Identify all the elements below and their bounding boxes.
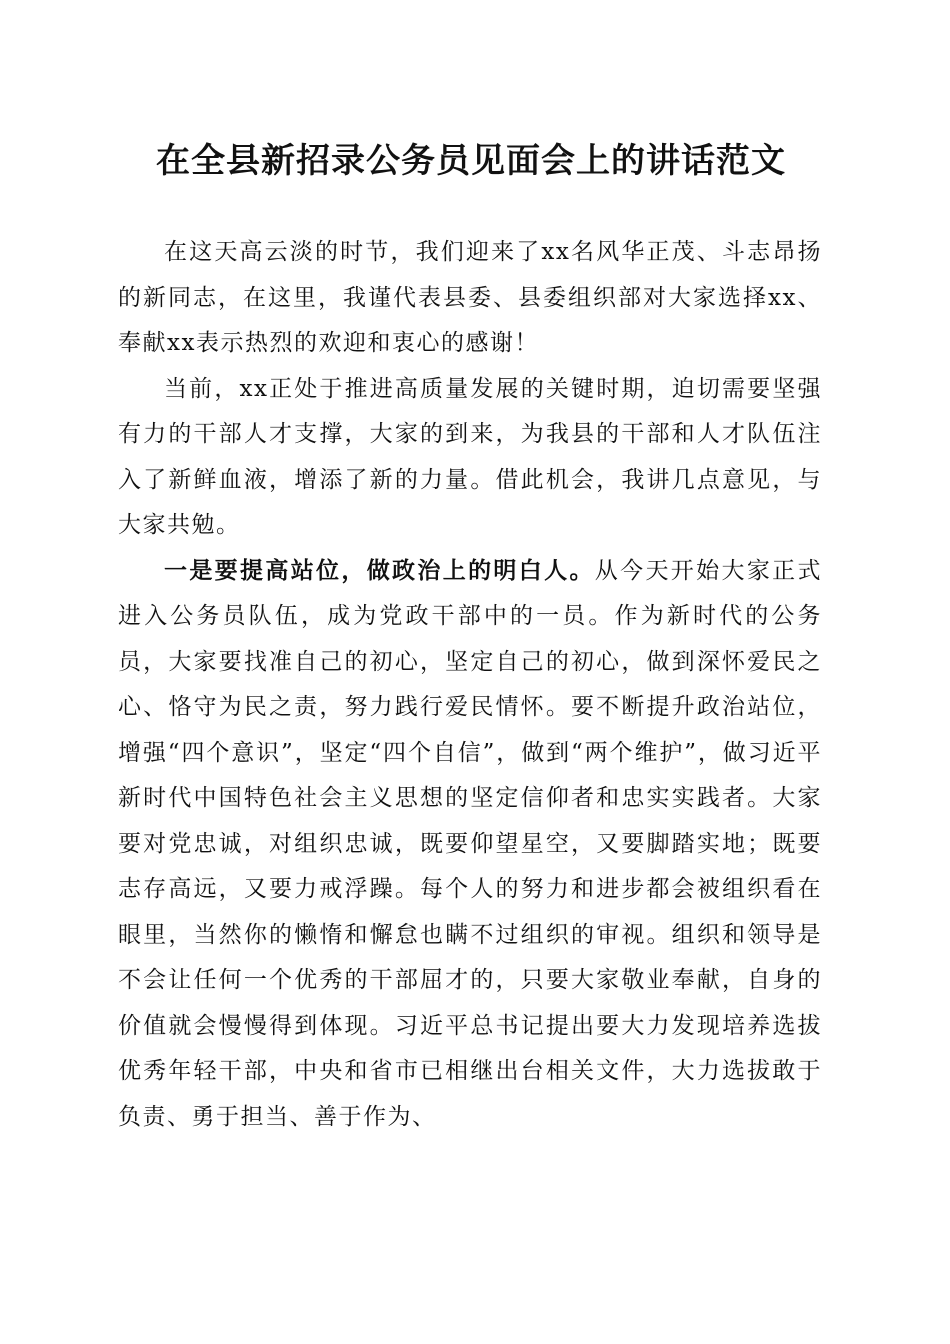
paragraph-point-one-lead: 一是要提高站位，做政治上的明白人。 (164, 557, 595, 584)
document-title: 在全县新招录公务员见面会上的讲话范文 (156, 141, 786, 181)
document-body (118, 230, 822, 1140)
paragraph-context (118, 367, 822, 549)
paragraph-welcome (118, 230, 822, 367)
paragraph-point-one (118, 549, 822, 1141)
paragraph-welcome-text: 在这天高云淡的时节，我们迎来了xx名风华正茂、斗志昂扬的新同志，在这里，我谨代表县委、县委组织部对大家选择xx、奉献xx表示热烈的欢迎和衷心的感谢！ (118, 239, 822, 356)
paragraph-point-one-text: 从今天开始大家正式进入公务员队伍，成为党政干部中的一员。作为新时代的公务员，大家要找准自己的初心，坚定自己的初心，做到深怀爱民之心、恪守为民之责，努力践行爱民情怀。要不断提升政治站位，增强“四个意识”，坚定“四个自信”，做到“两个维护”，做习近平新时代中国特色社会主义思想的坚定信仰者和忠实实践者。大家要对党忠诚，对组织忠诚，既要仰望星空，又要脚踏实地；既要志存高远，又要力戒浮躁。每个人的努力和进步都会被组织看在眼里，当然你的懒惰和懈怠也瞒不过组织的审视。组织和领导是不会让任何一个优秀的干部屈才的，只要大家敬业奉献，自身的价值就会慢慢得到体现。习近平总书记提出要大力发现培养选拔优秀年轻干部，中央和省市已相继出台相关文件，大力选拔敢于负责、勇于担当、善于作为、 (118, 557, 823, 1130)
paragraph-context-text: 当前，xx正处于推进高质量发展的关键时期，迫切需要坚强有力的干部人才支撑，大家的到来，为我县的干部和人才队伍注入了新鲜血液，增添了新的力量。借此机会，我讲几点意见，与大家共勉。 (118, 375, 822, 538)
